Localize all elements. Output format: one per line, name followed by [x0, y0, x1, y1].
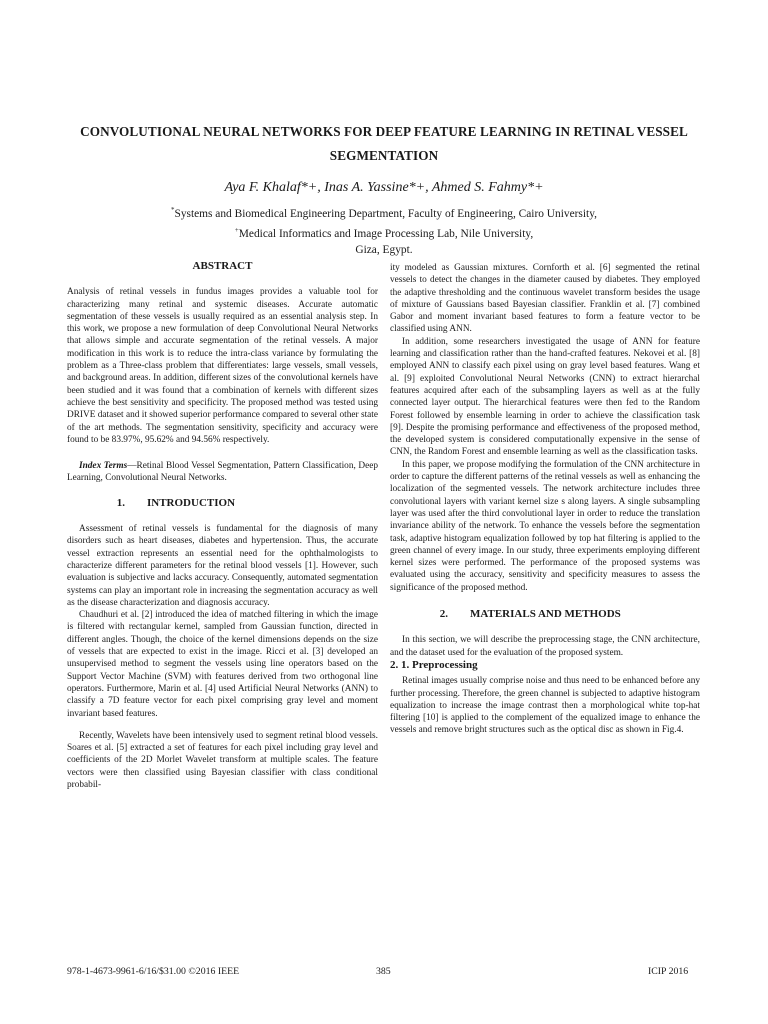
section-2-title: MATERIALS AND METHODS — [470, 608, 621, 621]
affiliations — [40, 202, 728, 258]
affiliation-line-2 — [40, 222, 728, 242]
abstract-text: Analysis of retinal vessels in fundus images provides a valuable tool for characterizing many retinal and systemic diseases. Accurate automatic segmentation of these vessels is usually required as an essential analysis step. In this work, we propose a new formulation of deep Convolutional Neural Networks that allows simple and accurate segmentation of the retinal vessels. A major modification in this work is to reduce the intra-class variance by formulating the problem as a Three-class problem that differentiates: large vessels, small vessels, and background areas. In addition, different sizes of the convolutional kernels have been studied and it was found that a combination of kernels with different sizes achieve the best sensitivity and specificity. The proposed method was tested using DRIVE dataset and it showed superior performance compared to several other state of the art methods. The segmentation sensitivity, specificity and accuracy were found to be 83.97%, 95.62% and 94.56% respectively. — [67, 287, 378, 445]
index-terms-dash: — — [127, 461, 137, 472]
section-1-title: INTRODUCTION — [147, 496, 236, 509]
left-column — [67, 260, 378, 791]
affiliation-mark-2: + — [234, 225, 239, 234]
section-2-number: 2. — [439, 608, 448, 621]
preprocessing-heading: 2. 1. Preprocessing — [390, 658, 478, 671]
intro-paragraph-2: Chaudhuri et al. [2] introduced the idea of matched filtering in which the image is filtered with rectangular kernel, sampled from Gaussian function, directed in different angles. Though, the choice of the kernel dimensions depends on the size of vessels that are expected to exist in the image. Ricci et al. [3] developed an unsupervised method to segment the vessels using line operators based on the Support Vector Machine (SVM) with features derived from two orthogonal line operators. Furthermore, Marin et al. [4] used Artificial Neural Networks (ANN) to classify a 7D feature vector for each pixel comprising gray level and moment invariant based features. — [67, 610, 378, 719]
author-list: Aya F. Khalaf*+, Inas A. Yassine*+, Ahmed S. Fahmy*+ — [224, 180, 544, 195]
affiliation-mark-1: * — [170, 206, 175, 214]
right-column — [390, 262, 700, 737]
index-terms-label: Index Terms — [79, 461, 128, 472]
affiliation-line-1 — [40, 202, 728, 222]
right-paragraph-1: ity modeled as Gaussian mixtures. Cornforth et al. [6] segmented the retinal vessels to detect the changes in the diameter caused by diabetes. They employed the adaptive thresholding and the continuous wavelet transform besides the usage of mixture of Gaussians based Bayesian classifier. Franklin et al. [7] combined Gabor and moment invariant based features to form a feature vector to be classified using ANN. — [390, 263, 700, 335]
affiliation-text-2: Medical Informatics and Image Processing Lab, Nile University, — [238, 227, 534, 240]
page-number: 385 — [376, 966, 391, 977]
index-terms — [67, 460, 378, 485]
section-1-number: 1. — [116, 496, 125, 509]
index-terms-text: Retinal Blood Vessel Segmentation, Pattern Classification, Deep Learning, Convolutional Neural Networks. — [67, 461, 378, 484]
affiliation-text-1: Systems and Biomedical Engineering Department, Faculty of Engineering, Cairo University, — [174, 207, 597, 220]
intro-paragraph-1: Assessment of retinal vessels is fundamental for the diagnosis of many disorders such as heart diseases, diabetes and hypertension. Thus, the accurate vessel extraction represents an essential need for the ophthalmologists to characterize different parameters for the retinal blood vessels [1]. However, such evaluation is subjective and lacks accuracy. Consequently, automated segmentation systems can play an important role in increasing the segmentation accuracy as well as the disease characterization and diagnosis accuracy. — [67, 524, 378, 608]
preprocessing-paragraph: Retinal images usually comprise noise and thus need to be enhanced before any further processing. Therefore, the green channel is subjected to adaptive histogram equalization to increase the image contrast then a morphological white top-hat filtering [10] is applied to the complement of the equalized image to enhance the vessels and remove bright structures such as the optical disc as shown in Fig.4. — [390, 676, 700, 736]
right-paragraph-3: In this paper, we propose modifying the formulation of the CNN architecture in order to capture the different patterns of the retinal vessels as well as enhancing the localization of the segmented vessels. The network architecture includes three convolutional layers with variant kernel size s along layers. A single subsampling layer was used after the third convolutional layer in order to reduce the translation invariance ability of the network. To enhance the vessels before the segmentation task, adaptive histogram equalization followed by top hat filtering is applied to the green channel of every image. In our study, three experiments employing different kernel sizes were performed. The performance of the proposed systems was evaluated using the accuracy, sensitivity and specificity measures to assess the significance of the proposed method. — [390, 459, 700, 593]
affiliation-line-3: Giza, Egypt. — [355, 243, 413, 256]
footer-conference: ICIP 2016 — [648, 966, 689, 977]
intro-paragraph-3: Recently, Wavelets have been intensively used to segment retinal blood vessels. Soares et al. [5] extracted a set of features for each pixel including gray level and coefficients of the 2D Morlet Wavelet transform at multiple scales. The feature vectors were then classified using Bayesian classifier with class conditional probabil- — [67, 730, 378, 790]
right-paragraph-2: In addition, some researchers investigated the usage of ANN for feature learning and classification rather than the hand-crafted features. Nekovei et al. [8] employed ANN to classify each pixel using on gray level based features. Wang et al. [9] exploited Convolutional Neural Networks (CNN) to extract hierarchal features acquired after each of the subsampling layers as well as at the fully connected layer output. The hierarchical features were then fed to the Random Forest followed by ensemble learning in order to achieve the classification task [9]. Despite the promising performance and effectiveness of the proposed method, the developed system is considered computationally expensive in the sense of CNN, the Random Forest and ensemble learning as well as the classification tasks. — [390, 336, 700, 458]
methods-paragraph: In this section, we will describe the preprocessing stage, the CNN architecture, and the dataset used for the evaluation of the proposed system. — [390, 635, 700, 658]
section-2-heading — [390, 608, 700, 620]
paper-title: CONVOLUTIONAL NEURAL NETWORKS FOR DEEP FEATURE LEARNING IN RETINAL VESSEL SEGMENTATION — [80, 124, 688, 163]
abstract-heading: ABSTRACT — [192, 260, 253, 272]
footer-isbn: 978-1-4673-9961-6/16/$31.00 ©2016 IEEE — [67, 966, 240, 977]
section-1-heading — [67, 497, 378, 509]
